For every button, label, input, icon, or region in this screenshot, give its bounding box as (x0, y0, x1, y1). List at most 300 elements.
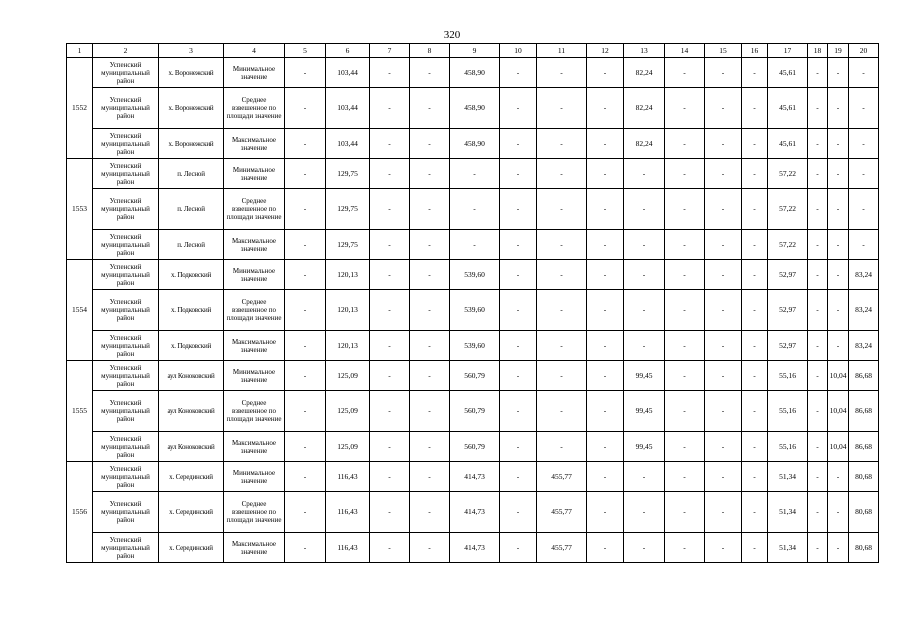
row-id-cell: 1552 (67, 58, 93, 159)
value-cell-col-12: - (587, 129, 624, 159)
value-cell-col-10: - (500, 88, 537, 129)
value-cell-col-11: - (537, 88, 587, 129)
value-cell-col-13: 99,45 (624, 391, 665, 432)
value-cell-col-18: - (808, 159, 828, 189)
settlement-cell: п. Лесной (159, 230, 224, 260)
page-number: 320 (443, 29, 461, 41)
value-cell-col-6: 103,44 (326, 58, 370, 88)
value-cell-col-6: 129,75 (326, 230, 370, 260)
value-cell-col-13: 99,45 (624, 361, 665, 391)
column-header-7: 7 (370, 44, 410, 58)
value-cell-col-20: 80,68 (849, 462, 879, 492)
value-cell-col-15: - (705, 189, 742, 230)
value-cell-col-19: 10,04 (828, 432, 849, 462)
column-header-14: 14 (665, 44, 705, 58)
value-cell-col-20: 80,68 (849, 492, 879, 533)
value-cell-col-15: - (705, 230, 742, 260)
value-cell-col-17: 51,34 (768, 492, 808, 533)
value-cell-col-12: - (587, 290, 624, 331)
column-header-4: 4 (224, 44, 285, 58)
column-header-10: 10 (500, 44, 537, 58)
value-cell-col-5: - (285, 462, 326, 492)
value-cell-col-15: - (705, 88, 742, 129)
value-cell-col-18: - (808, 260, 828, 290)
value-cell-col-8: - (410, 462, 450, 492)
table-row (67, 432, 879, 462)
value-cell-col-10: - (500, 290, 537, 331)
value-cell-col-14: - (665, 462, 705, 492)
value-cell-col-12: - (587, 88, 624, 129)
value-cell-col-16: - (742, 290, 768, 331)
value-cell-col-17: 52,97 (768, 260, 808, 290)
value-cell-col-14: - (665, 230, 705, 260)
value-cell-col-18: - (808, 391, 828, 432)
value-cell-col-16: - (742, 230, 768, 260)
district-cell: Успенский муниципальный район (93, 391, 159, 432)
value-cell-col-14: - (665, 58, 705, 88)
row-id-cell: 1556 (67, 462, 93, 563)
value-cell-col-15: - (705, 58, 742, 88)
value-cell-col-11: - (537, 189, 587, 230)
settlement-cell: х. Подковский (159, 260, 224, 290)
value-cell-col-18: - (808, 88, 828, 129)
settlement-cell: аул Коноковский (159, 391, 224, 432)
value-cell-col-17: 57,22 (768, 159, 808, 189)
table-row (67, 533, 879, 563)
value-cell-col-12: - (587, 189, 624, 230)
value-cell-col-13: 82,24 (624, 129, 665, 159)
value-cell-col-5: - (285, 88, 326, 129)
table-row (67, 260, 879, 290)
value-cell-col-17: 55,16 (768, 361, 808, 391)
value-cell-col-9: - (450, 189, 500, 230)
value-type-cell: Максимальное значение (224, 129, 285, 159)
column-header-9: 9 (450, 44, 500, 58)
settlement-cell: х. Воронежский (159, 129, 224, 159)
value-cell-col-8: - (410, 88, 450, 129)
column-header-8: 8 (410, 44, 450, 58)
value-cell-col-20: 80,68 (849, 533, 879, 563)
value-cell-col-9: - (450, 159, 500, 189)
value-cell-col-7: - (370, 260, 410, 290)
value-cell-col-13: 82,24 (624, 88, 665, 129)
value-cell-col-18: - (808, 432, 828, 462)
value-cell-col-10: - (500, 492, 537, 533)
value-cell-col-19: - (828, 129, 849, 159)
value-cell-col-7: - (370, 189, 410, 230)
settlement-cell: п. Лесной (159, 159, 224, 189)
value-cell-col-8: - (410, 290, 450, 331)
value-cell-col-19: - (828, 290, 849, 331)
value-cell-col-12: - (587, 260, 624, 290)
value-cell-col-16: - (742, 189, 768, 230)
value-type-cell: Среднее взвешенное по площади значение (224, 290, 285, 331)
value-cell-col-11: 455,77 (537, 492, 587, 533)
district-cell: Успенский муниципальный район (93, 260, 159, 290)
value-cell-col-5: - (285, 58, 326, 88)
value-cell-col-17: 55,16 (768, 432, 808, 462)
value-cell-col-6: 103,44 (326, 129, 370, 159)
value-cell-col-10: - (500, 432, 537, 462)
settlement-cell: х. Подковский (159, 290, 224, 331)
value-cell-col-19: - (828, 533, 849, 563)
district-cell: Успенский муниципальный район (93, 230, 159, 260)
value-cell-col-7: - (370, 159, 410, 189)
settlement-cell: х. Серединский (159, 492, 224, 533)
column-header-2: 2 (93, 44, 159, 58)
value-cell-col-16: - (742, 462, 768, 492)
value-cell-col-13: - (624, 533, 665, 563)
value-cell-col-17: 45,61 (768, 88, 808, 129)
value-cell-col-9: 560,79 (450, 361, 500, 391)
value-type-cell: Максимальное значение (224, 230, 285, 260)
value-cell-col-12: - (587, 533, 624, 563)
value-cell-col-16: - (742, 533, 768, 563)
value-cell-col-18: - (808, 361, 828, 391)
value-cell-col-10: - (500, 533, 537, 563)
value-cell-col-13: - (624, 492, 665, 533)
value-cell-col-10: - (500, 331, 537, 361)
value-cell-col-18: - (808, 331, 828, 361)
value-cell-col-20: - (849, 58, 879, 88)
value-cell-col-8: - (410, 331, 450, 361)
value-cell-col-8: - (410, 129, 450, 159)
value-cell-col-5: - (285, 432, 326, 462)
value-type-cell: Среднее взвешенное по площади значение (224, 88, 285, 129)
value-cell-col-15: - (705, 432, 742, 462)
value-cell-col-20: 83,24 (849, 331, 879, 361)
value-cell-col-15: - (705, 533, 742, 563)
value-cell-col-9: 458,90 (450, 58, 500, 88)
value-cell-col-14: - (665, 129, 705, 159)
value-cell-col-7: - (370, 230, 410, 260)
value-cell-col-9: 414,73 (450, 533, 500, 563)
settlement-cell: х. Воронежский (159, 58, 224, 88)
value-cell-col-16: - (742, 391, 768, 432)
value-cell-col-12: - (587, 159, 624, 189)
value-cell-col-14: - (665, 361, 705, 391)
value-cell-col-19: - (828, 88, 849, 129)
value-cell-col-6: 116,43 (326, 492, 370, 533)
settlement-cell: аул Коноковский (159, 361, 224, 391)
value-cell-col-20: - (849, 88, 879, 129)
value-cell-col-13: - (624, 189, 665, 230)
value-cell-col-11: - (537, 58, 587, 88)
value-cell-col-9: 414,73 (450, 462, 500, 492)
value-cell-col-5: - (285, 331, 326, 361)
value-cell-col-7: - (370, 533, 410, 563)
value-cell-col-17: 51,34 (768, 462, 808, 492)
settlement-cell: х. Серединский (159, 533, 224, 563)
value-type-cell: Максимальное значение (224, 533, 285, 563)
value-cell-col-13: - (624, 230, 665, 260)
value-cell-col-12: - (587, 361, 624, 391)
value-cell-col-11: - (537, 129, 587, 159)
value-cell-col-9: 560,79 (450, 432, 500, 462)
value-cell-col-16: - (742, 492, 768, 533)
column-header-3: 3 (159, 44, 224, 58)
value-cell-col-20: - (849, 129, 879, 159)
settlement-cell: х. Воронежский (159, 88, 224, 129)
value-cell-col-15: - (705, 331, 742, 361)
value-cell-col-17: 45,61 (768, 58, 808, 88)
value-cell-col-8: - (410, 533, 450, 563)
value-cell-col-14: - (665, 159, 705, 189)
table-row (67, 88, 879, 129)
value-cell-col-9: 539,60 (450, 290, 500, 331)
value-cell-col-19: - (828, 189, 849, 230)
value-cell-col-10: - (500, 159, 537, 189)
value-cell-col-7: - (370, 58, 410, 88)
district-cell: Успенский муниципальный район (93, 361, 159, 391)
district-cell: Успенский муниципальный район (93, 129, 159, 159)
column-header-11: 11 (537, 44, 587, 58)
value-cell-col-17: 52,97 (768, 331, 808, 361)
value-cell-col-19: - (828, 462, 849, 492)
column-header-19: 19 (828, 44, 849, 58)
value-cell-col-8: - (410, 230, 450, 260)
value-cell-col-6: 116,43 (326, 533, 370, 563)
row-id-cell: 1555 (67, 361, 93, 462)
value-cell-col-5: - (285, 533, 326, 563)
value-cell-col-14: - (665, 88, 705, 129)
value-type-cell: Минимальное значение (224, 361, 285, 391)
value-cell-col-13: 82,24 (624, 58, 665, 88)
value-cell-col-9: - (450, 230, 500, 260)
value-cell-col-15: - (705, 391, 742, 432)
value-cell-col-12: - (587, 230, 624, 260)
value-cell-col-9: 414,73 (450, 492, 500, 533)
value-cell-col-17: 52,97 (768, 290, 808, 331)
value-cell-col-8: - (410, 189, 450, 230)
value-cell-col-16: - (742, 58, 768, 88)
value-cell-col-20: - (849, 189, 879, 230)
district-cell: Успенский муниципальный район (93, 331, 159, 361)
column-header-18: 18 (808, 44, 828, 58)
value-cell-col-17: 57,22 (768, 189, 808, 230)
value-cell-col-18: - (808, 58, 828, 88)
value-type-cell: Минимальное значение (224, 159, 285, 189)
value-type-cell: Минимальное значение (224, 58, 285, 88)
value-cell-col-15: - (705, 492, 742, 533)
value-cell-col-16: - (742, 159, 768, 189)
value-cell-col-5: - (285, 391, 326, 432)
value-cell-col-12: - (587, 462, 624, 492)
value-cell-col-15: - (705, 290, 742, 331)
value-cell-col-18: - (808, 462, 828, 492)
value-cell-col-20: 86,68 (849, 361, 879, 391)
value-cell-col-5: - (285, 260, 326, 290)
value-cell-col-17: 57,22 (768, 230, 808, 260)
district-cell: Успенский муниципальный район (93, 159, 159, 189)
value-cell-col-10: - (500, 129, 537, 159)
value-cell-col-20: 83,24 (849, 290, 879, 331)
value-cell-col-7: - (370, 88, 410, 129)
value-cell-col-8: - (410, 260, 450, 290)
value-cell-col-5: - (285, 492, 326, 533)
value-cell-col-5: - (285, 230, 326, 260)
row-id-cell: 1553 (67, 159, 93, 260)
value-cell-col-10: - (500, 189, 537, 230)
value-cell-col-14: - (665, 290, 705, 331)
value-type-cell: Минимальное значение (224, 462, 285, 492)
value-cell-col-11: - (537, 331, 587, 361)
value-cell-col-5: - (285, 361, 326, 391)
column-header-20: 20 (849, 44, 879, 58)
column-header-13: 13 (624, 44, 665, 58)
column-header-12: 12 (587, 44, 624, 58)
column-header-16: 16 (742, 44, 768, 58)
value-cell-col-5: - (285, 189, 326, 230)
district-cell: Успенский муниципальный район (93, 533, 159, 563)
value-cell-col-20: 83,24 (849, 260, 879, 290)
value-cell-col-16: - (742, 361, 768, 391)
value-cell-col-5: - (285, 159, 326, 189)
value-cell-col-10: - (500, 230, 537, 260)
value-cell-col-11: - (537, 230, 587, 260)
value-cell-col-7: - (370, 391, 410, 432)
value-type-cell: Минимальное значение (224, 260, 285, 290)
value-cell-col-15: - (705, 260, 742, 290)
district-cell: Успенский муниципальный район (93, 432, 159, 462)
column-header-1: 1 (67, 44, 93, 58)
value-cell-col-7: - (370, 290, 410, 331)
value-cell-col-6: 129,75 (326, 189, 370, 230)
value-cell-col-7: - (370, 432, 410, 462)
table-row (67, 361, 879, 391)
row-id-cell: 1554 (67, 260, 93, 361)
column-header-6: 6 (326, 44, 370, 58)
table-row (67, 391, 879, 432)
value-cell-col-17: 55,16 (768, 391, 808, 432)
data-table (66, 43, 879, 563)
district-cell: Успенский муниципальный район (93, 290, 159, 331)
table-row (67, 492, 879, 533)
value-cell-col-11: 455,77 (537, 533, 587, 563)
value-cell-col-13: - (624, 290, 665, 331)
table-row (67, 58, 879, 88)
value-cell-col-12: - (587, 58, 624, 88)
district-cell: Успенский муниципальный район (93, 88, 159, 129)
value-cell-col-19: - (828, 159, 849, 189)
value-cell-col-11: - (537, 260, 587, 290)
header-row (67, 44, 879, 58)
value-cell-col-13: - (624, 331, 665, 361)
value-cell-col-9: 458,90 (450, 129, 500, 159)
value-cell-col-11: - (537, 290, 587, 331)
value-type-cell: Среднее взвешенное по площади значение (224, 189, 285, 230)
value-cell-col-19: - (828, 230, 849, 260)
table-row (67, 189, 879, 230)
value-cell-col-11: 455,77 (537, 462, 587, 492)
value-cell-col-7: - (370, 129, 410, 159)
value-cell-col-13: - (624, 462, 665, 492)
value-cell-col-12: - (587, 331, 624, 361)
value-cell-col-9: 539,60 (450, 260, 500, 290)
value-cell-col-14: - (665, 391, 705, 432)
value-type-cell: Среднее взвешенное по площади значение (224, 391, 285, 432)
value-cell-col-14: - (665, 189, 705, 230)
table-row (67, 331, 879, 361)
value-cell-col-15: - (705, 159, 742, 189)
value-cell-col-6: 125,09 (326, 391, 370, 432)
value-type-cell: Максимальное значение (224, 432, 285, 462)
value-cell-col-6: 116,43 (326, 462, 370, 492)
value-cell-col-7: - (370, 361, 410, 391)
value-cell-col-13: 99,45 (624, 432, 665, 462)
value-cell-col-8: - (410, 58, 450, 88)
value-cell-col-16: - (742, 129, 768, 159)
column-header-17: 17 (768, 44, 808, 58)
column-header-15: 15 (705, 44, 742, 58)
settlement-cell: п. Лесной (159, 189, 224, 230)
value-cell-col-16: - (742, 432, 768, 462)
value-cell-col-9: 539,60 (450, 331, 500, 361)
value-cell-col-7: - (370, 331, 410, 361)
value-cell-col-6: 103,44 (326, 88, 370, 129)
value-cell-col-16: - (742, 260, 768, 290)
value-cell-col-19: - (828, 492, 849, 533)
table-row (67, 230, 879, 260)
value-cell-col-8: - (410, 432, 450, 462)
value-cell-col-10: - (500, 462, 537, 492)
value-cell-col-8: - (410, 159, 450, 189)
value-cell-col-18: - (808, 129, 828, 159)
value-cell-col-20: 86,68 (849, 391, 879, 432)
settlement-cell: аул Коноковский (159, 432, 224, 462)
value-cell-col-10: - (500, 361, 537, 391)
value-cell-col-7: - (370, 462, 410, 492)
value-cell-col-10: - (500, 260, 537, 290)
value-cell-col-7: - (370, 492, 410, 533)
value-cell-col-14: - (665, 331, 705, 361)
table-row (67, 290, 879, 331)
table-row (67, 462, 879, 492)
district-cell: Успенский муниципальный район (93, 189, 159, 230)
value-cell-col-14: - (665, 533, 705, 563)
value-cell-col-19: - (828, 260, 849, 290)
value-cell-col-11: - (537, 391, 587, 432)
value-cell-col-20: 86,68 (849, 432, 879, 462)
value-cell-col-20: - (849, 159, 879, 189)
value-cell-col-6: 120,13 (326, 331, 370, 361)
district-cell: Успенский муниципальный район (93, 58, 159, 88)
value-cell-col-18: - (808, 230, 828, 260)
value-cell-col-9: 458,90 (450, 88, 500, 129)
settlement-cell: х. Подковский (159, 331, 224, 361)
value-cell-col-14: - (665, 260, 705, 290)
district-cell: Успенский муниципальный район (93, 492, 159, 533)
value-cell-col-19: - (828, 331, 849, 361)
value-cell-col-8: - (410, 361, 450, 391)
value-cell-col-16: - (742, 331, 768, 361)
table-row (67, 159, 879, 189)
value-cell-col-17: 51,34 (768, 533, 808, 563)
value-cell-col-15: - (705, 462, 742, 492)
value-cell-col-19: 10,04 (828, 391, 849, 432)
value-cell-col-6: 120,13 (326, 290, 370, 331)
value-cell-col-6: 125,09 (326, 432, 370, 462)
value-cell-col-14: - (665, 432, 705, 462)
value-type-cell: Среднее взвешенное по площади значение (224, 492, 285, 533)
value-cell-col-18: - (808, 492, 828, 533)
value-cell-col-5: - (285, 129, 326, 159)
value-type-cell: Максимальное значение (224, 331, 285, 361)
value-cell-col-13: - (624, 159, 665, 189)
value-cell-col-19: - (828, 58, 849, 88)
value-cell-col-6: 125,09 (326, 361, 370, 391)
value-cell-col-15: - (705, 361, 742, 391)
